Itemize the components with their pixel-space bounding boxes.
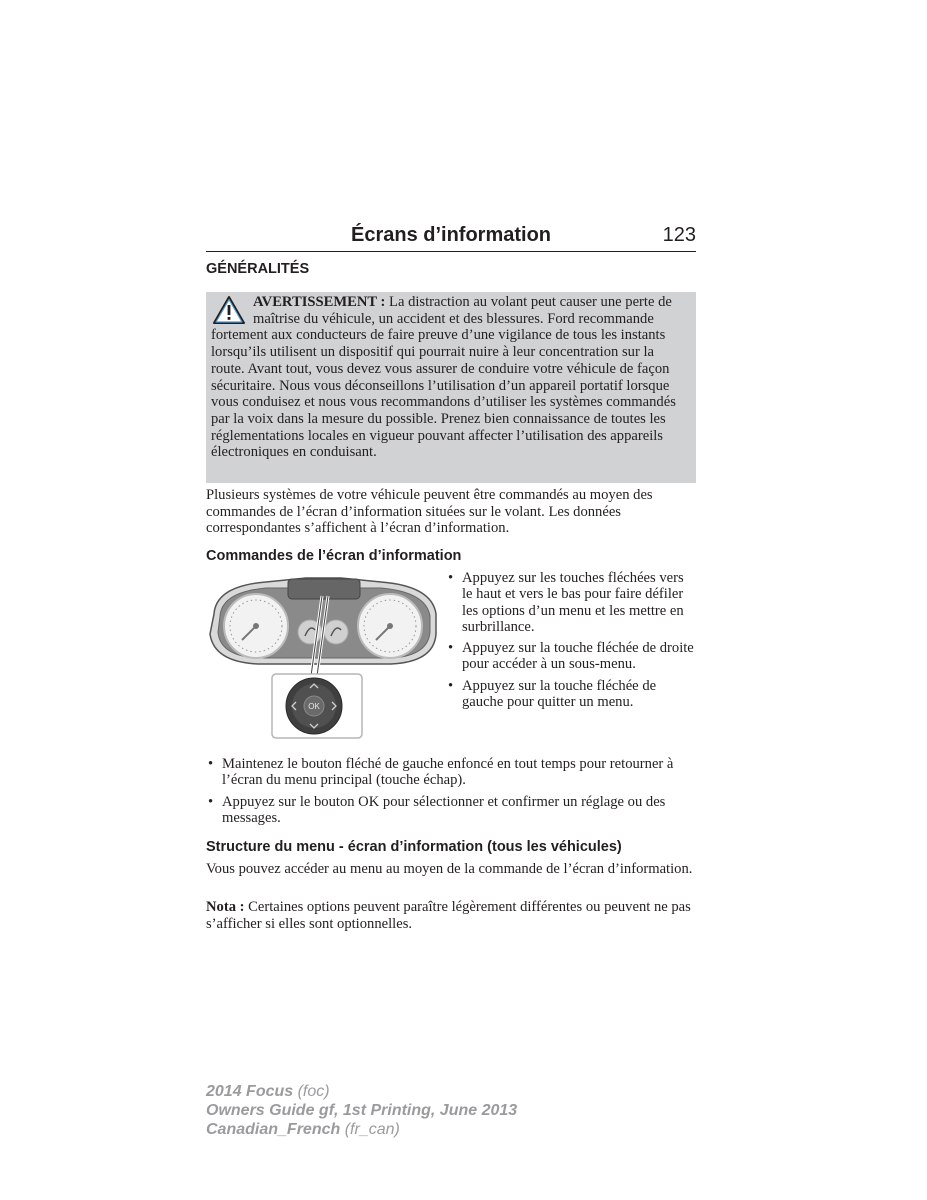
list-item: • Appuyez sur la touche fléchée de droite pour accéder à un sous-menu. [448,640,694,673]
warning-box [206,292,696,483]
controls-heading: Commandes de l’écran d’information [206,548,462,564]
note-label: Nota : [206,899,245,915]
additional-bullet-list [206,756,696,831]
bullet-icon: • [448,570,454,586]
warning-text [211,294,691,461]
list-item: • Appuyez sur les touches fléchées vers le haut et vers le bas pour faire défiler les options d’un menu et les mettre en surbrillance. [448,570,684,635]
bullet-icon: • [208,756,214,772]
footer-line-2: Owners Guide gf, 1st Printing, June 2013 [206,1102,518,1119]
page-title: Écrans d’information [350,224,552,246]
section-heading: GÉNÉRALITÉS [206,261,310,277]
note-text: Certaines options peuvent paraître légèrement différentes ou peuvent ne pas s’afficher si elles sont optionnelles. [206,899,691,932]
instrument-cluster-figure [206,574,440,742]
footer-line-3: Canadian_French (fr_can) [206,1121,400,1138]
menu-heading: Structure du menu - écran d’information (tous les véhicules) [206,839,622,855]
footer-line-1: 2014 Focus (foc) [206,1083,330,1100]
menu-paragraph: Vous pouvez accéder au menu au moyen de la commande de l’écran d’information. [206,861,693,877]
controls-bullet-list [446,570,696,715]
intro-paragraph: Plusieurs systèmes de votre véhicule peuvent être commandés au moyen des commandes de l’écran d’information situées sur le volant. Les données correspondantes s’affichent à l’écran d’information. [206,487,653,536]
list-item: • Appuyez sur le bouton OK pour sélectionner et confirmer un réglage ou des messages. [208,793,666,826]
warning-triangle-icon [211,294,247,326]
bullet-icon: • [208,793,214,810]
page-footer [206,1082,517,1139]
page-number: 123 [662,224,696,246]
warning-body: La distraction au volant peut causer une perte de maîtrise du véhicule, un accident et des blessures. Ford recommande fortement aux conducteurs de faire preuve d’une vigilance de tous les instants lorsqu’ils utilisent un dispositif qui pourrait nuire à leur concentration sur la route. Avant tout, vous devez vous assurer de conduire votre véhicule de façon sécuritaire. Nous vous déconseillons l’utilisation d’un appareil portatif lorsque vous conduisez et nous vous recommandons d’utiliser les systèmes commandés par la voix dans la mesure du possible. Prenez bien connaissance de toutes les réglementations locales en vigueur pouvant affecter l’utilisation des appareils électroniques en conduisant. [211,294,676,461]
warning-label: AVERTISSEMENT : [253,294,386,310]
note-paragraph [206,899,696,932]
page-header [206,224,696,252]
ok-button-label: OK [308,702,320,711]
list-item: • Maintenez le bouton fléché de gauche enfoncé en tout temps pour retourner à l’écran du menu principal (touche échap). [208,756,674,789]
list-item: • Appuyez sur la touche fléchée de gauche pour quitter un menu. [448,677,657,711]
bullet-icon: • [448,677,454,694]
bullet-icon: • [448,640,454,657]
